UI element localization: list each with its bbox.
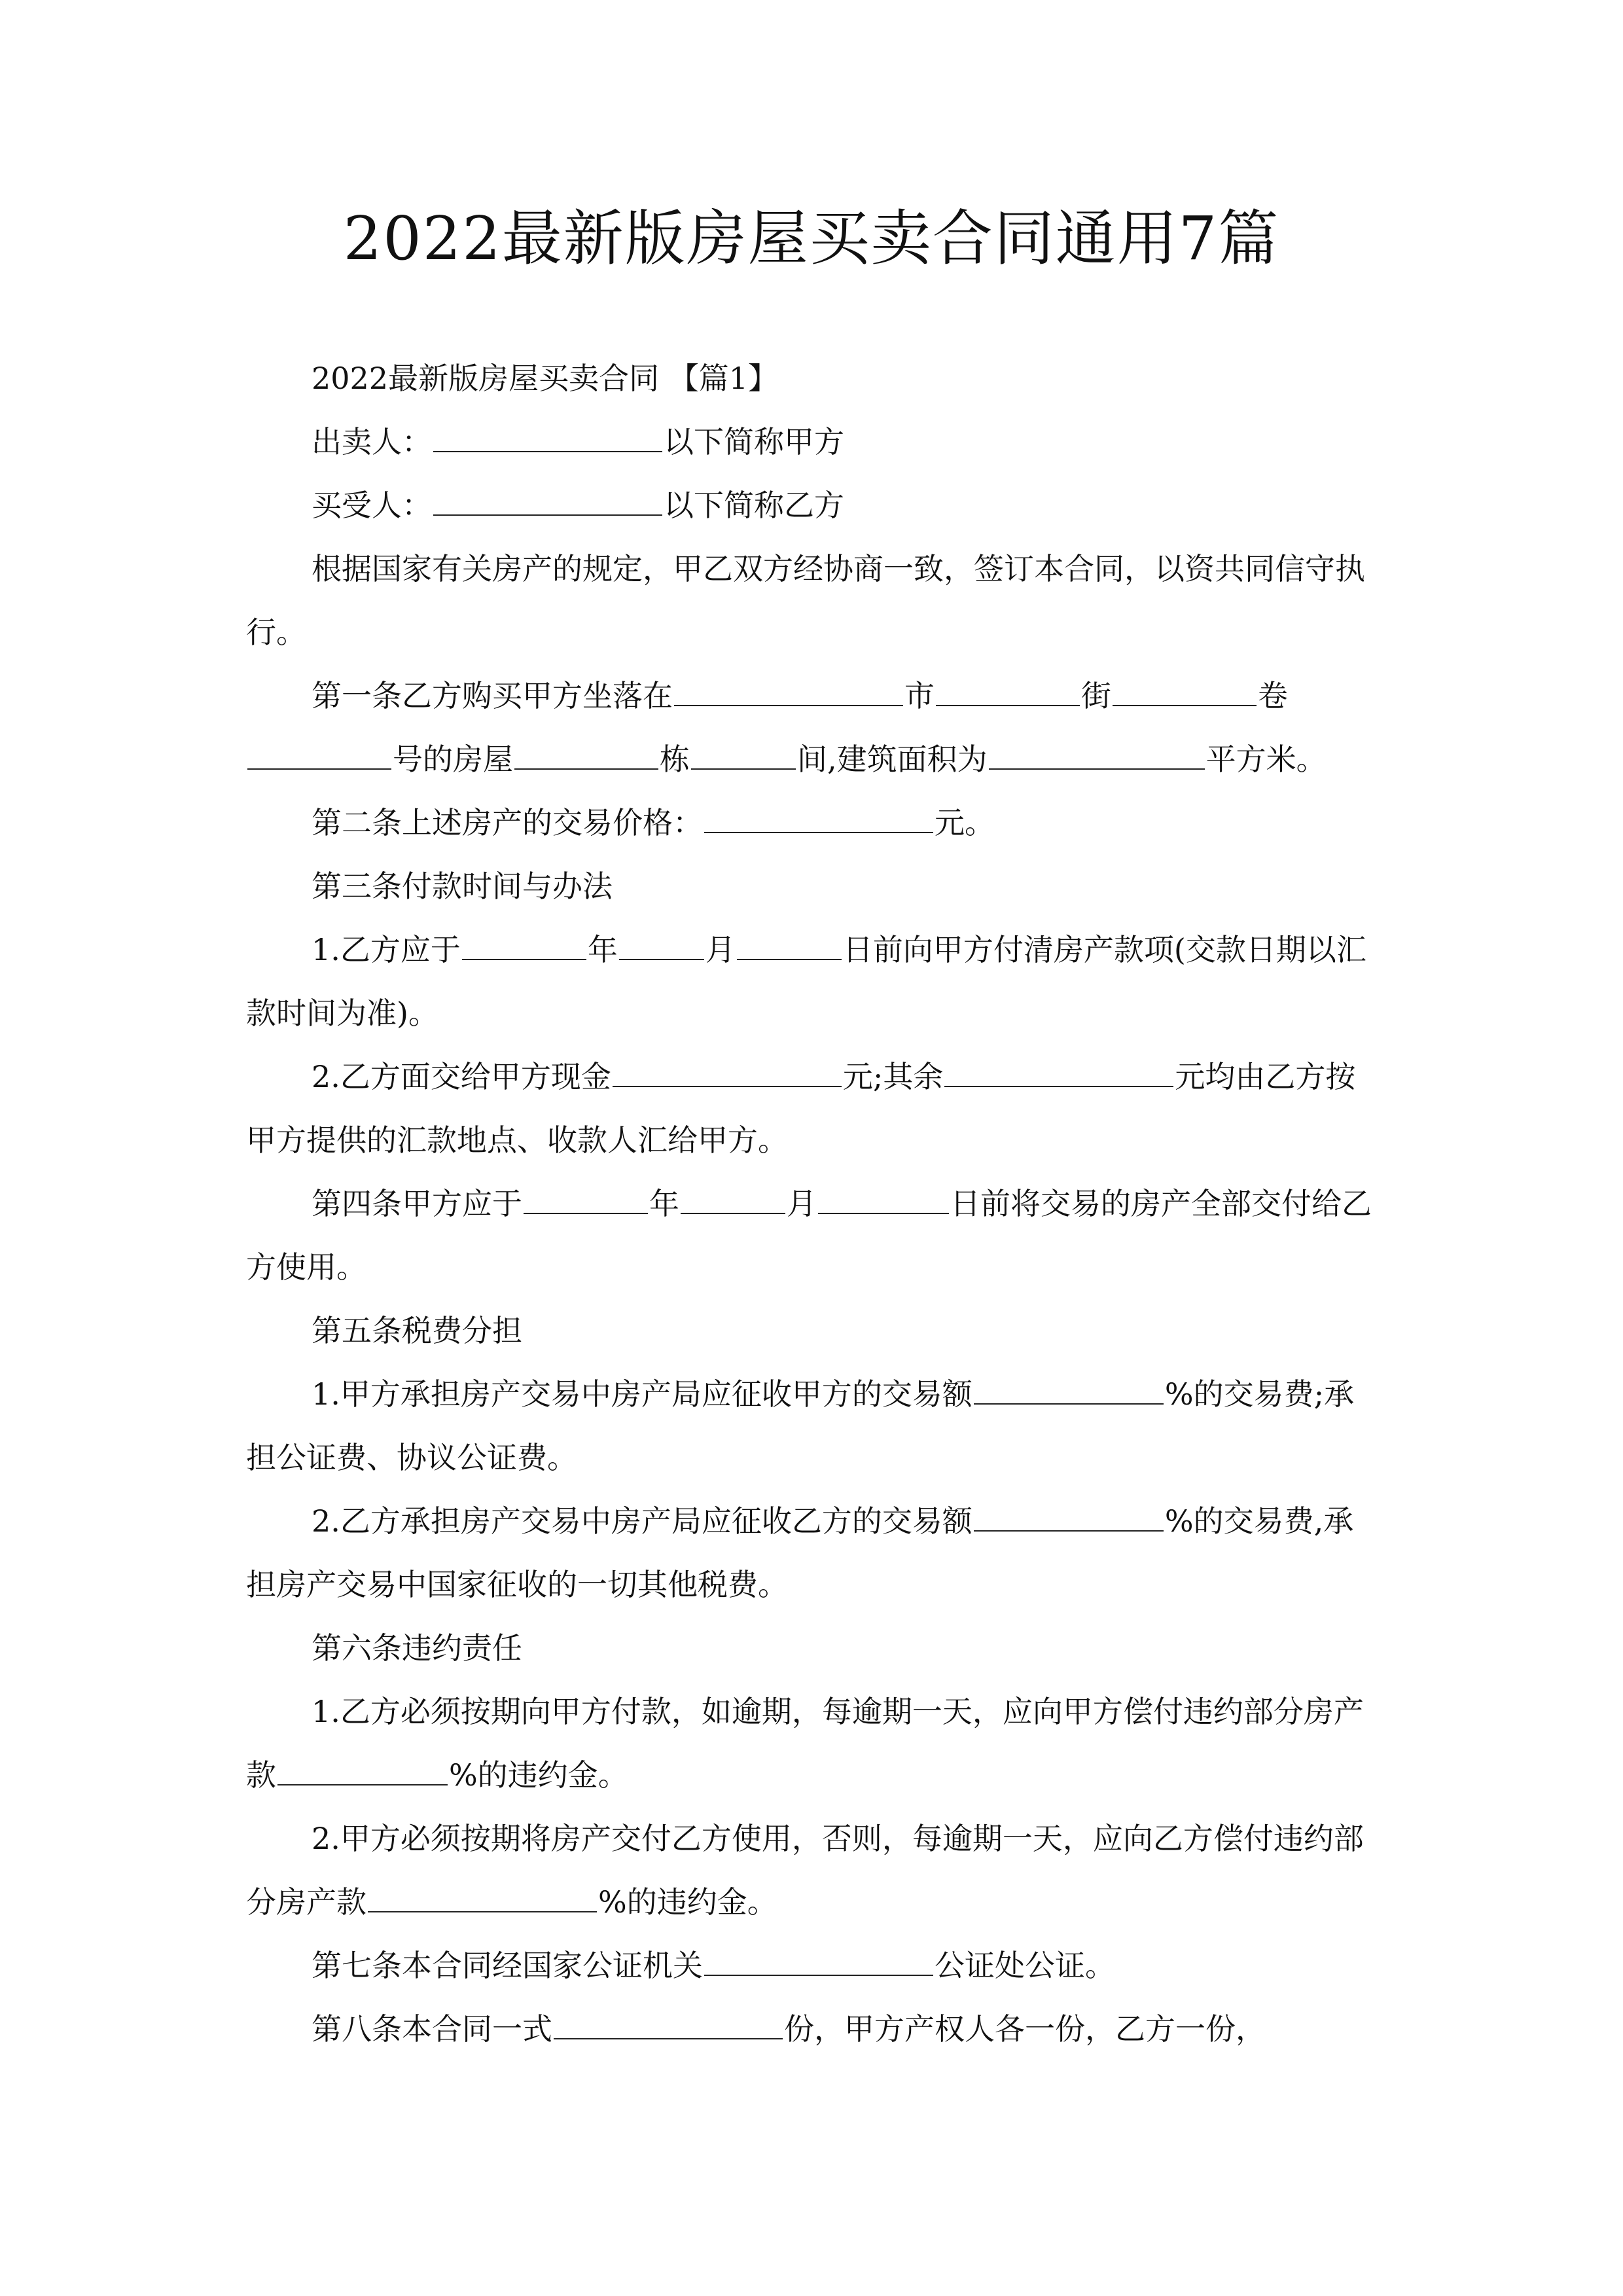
- buyer-line: [246, 474, 1377, 537]
- article-2: [246, 791, 1377, 855]
- art1-text-a: 第一条乙方购买甲方坐落在: [312, 678, 673, 713]
- art4-day-blank[interactable]: [818, 1186, 949, 1214]
- art3-i2-text-b: 元;其余: [842, 1059, 944, 1094]
- art6-i2-rate-blank[interactable]: [368, 1884, 597, 1912]
- seller-suffix: 以下简称甲方: [664, 424, 844, 459]
- buyer-suffix: 以下简称乙方: [664, 488, 844, 523]
- buyer-name-blank[interactable]: [433, 488, 662, 516]
- art5-i2-text-b: %的交易费,承担房产交易中国家征收的一切其他税费。: [246, 1503, 1354, 1602]
- article-6-item-2: [246, 1807, 1377, 1934]
- art8-text-b: 份，甲方产权人各一份，乙方一份，: [784, 2011, 1266, 2047]
- art7-text-a: 第七条本合同经国家公证机关: [312, 1948, 703, 1983]
- art1-street-blank[interactable]: [1113, 678, 1257, 706]
- art1-building-blank[interactable]: [514, 742, 658, 770]
- art8-copies-blank[interactable]: [554, 2011, 783, 2039]
- art1-text-c: 街: [1081, 678, 1111, 713]
- seller-name-blank[interactable]: [433, 424, 662, 452]
- article-3-heading: 第三条付款时间与办法: [312, 869, 613, 904]
- art5-i2-rate-blank[interactable]: [974, 1503, 1164, 1532]
- seller-line: [246, 410, 1377, 474]
- art2-text-a: 第二条上述房产的交易价格：: [312, 805, 703, 840]
- art3-i2-cash-blank[interactable]: [613, 1059, 842, 1087]
- intro-paragraph: 根据国家有关房产的规定，甲乙双方经协商一致，签订本合同，以资共同信守执行。: [246, 551, 1365, 650]
- art1-text-f: 栋: [660, 742, 690, 777]
- art1-number-blank[interactable]: [247, 742, 391, 770]
- article-4: [246, 1172, 1377, 1299]
- art1-text-h: 平方米。: [1205, 742, 1327, 777]
- article-1-line-1: [246, 664, 1377, 728]
- art1-city-blank[interactable]: [936, 678, 1080, 706]
- art6-i2-text-b: %的违约金。: [598, 1884, 777, 1920]
- article-8: [246, 1998, 1377, 2061]
- article-7: [246, 1934, 1377, 1998]
- section-subtitle: 2022最新版房屋买卖合同 【篇1】: [312, 361, 778, 396]
- art1-area-blank[interactable]: [989, 742, 1205, 770]
- art6-i1-text-a: 1.乙方必须按期向甲方付款，如逾期，每逾期一天，应向甲方偿付违约部分房产款: [246, 1694, 1364, 1793]
- art3-i1-text-c: 月: [705, 932, 736, 967]
- article-6-heading: 第六条违约责任: [312, 1630, 522, 1666]
- art1-text-g: 间,建筑面积为: [797, 742, 988, 777]
- art4-text-a: 第四条甲方应于: [312, 1186, 522, 1221]
- article-3-item-2: [246, 1045, 1377, 1172]
- art3-i1-text-b: 年: [587, 932, 618, 967]
- art3-i1-day-blank[interactable]: [737, 932, 842, 960]
- art7-text-b: 公证处公证。: [935, 1948, 1115, 1983]
- art5-i2-text-a: 2.乙方承担房产交易中房产局应征收乙方的交易额: [312, 1503, 972, 1539]
- art6-i2-text-a: 2.甲方必须按期将房产交付乙方使用，否则，每逾期一天，应向乙方偿付违约部分房产款: [246, 1821, 1364, 1920]
- art3-i1-text-d: 日前向甲方付清房产款项(交款日期以汇款时间为准)。: [246, 932, 1366, 1031]
- art1-location-blank[interactable]: [674, 678, 903, 706]
- art4-month-blank[interactable]: [681, 1186, 785, 1214]
- art6-i1-rate-blank[interactable]: [277, 1757, 448, 1785]
- article-1-line-2: [246, 728, 1377, 791]
- art3-i1-text-a: 1.乙方应于: [312, 932, 461, 967]
- art3-i1-month-blank[interactable]: [619, 932, 704, 960]
- art1-text-b: 市: [904, 678, 935, 713]
- document-title: 2022最新版房屋买卖合同通用7篇: [343, 204, 1280, 274]
- art4-text-b: 年: [649, 1186, 679, 1221]
- art6-i1-text-b: %的违约金。: [449, 1757, 628, 1793]
- seller-label: 出卖人：: [312, 424, 432, 459]
- art4-text-d: 日前将交易的房产全部交付给乙方使用。: [246, 1186, 1372, 1285]
- art3-i2-text-c: 元均由乙方按甲方提供的汇款地点、收款人汇给甲方。: [246, 1059, 1356, 1158]
- art5-i1-text-a: 1.甲方承担房产交易中房产局应征收甲方的交易额: [312, 1376, 972, 1412]
- art3-i2-remaining-blank[interactable]: [944, 1059, 1173, 1087]
- buyer-label: 买受人：: [312, 488, 432, 523]
- art1-text-d: 卷: [1258, 678, 1288, 713]
- art3-i1-year-blank[interactable]: [462, 932, 586, 960]
- document-body: [246, 347, 1377, 2061]
- art1-rooms-blank[interactable]: [691, 742, 796, 770]
- article-6-item-1: [246, 1680, 1377, 1807]
- art4-year-blank[interactable]: [524, 1186, 648, 1214]
- art2-text-b: 元。: [935, 805, 995, 840]
- art4-text-c: 月: [787, 1186, 817, 1221]
- article-5-item-2: [246, 1490, 1377, 1617]
- article-5-heading: 第五条税费分担: [312, 1313, 522, 1348]
- art8-text-a: 第八条本合同一式: [312, 2011, 552, 2047]
- article-5-item-1: [246, 1363, 1377, 1490]
- art7-notary-blank[interactable]: [704, 1948, 933, 1976]
- art5-i1-rate-blank[interactable]: [974, 1376, 1164, 1405]
- art2-price-blank[interactable]: [704, 805, 933, 833]
- art3-i2-text-a: 2.乙方面交给甲方现金: [312, 1059, 611, 1094]
- art1-text-e: 号的房屋: [393, 742, 513, 777]
- article-3-item-1: [246, 918, 1377, 1045]
- art5-i1-text-b: %的交易费;承担公证费、协议公证费。: [246, 1376, 1355, 1475]
